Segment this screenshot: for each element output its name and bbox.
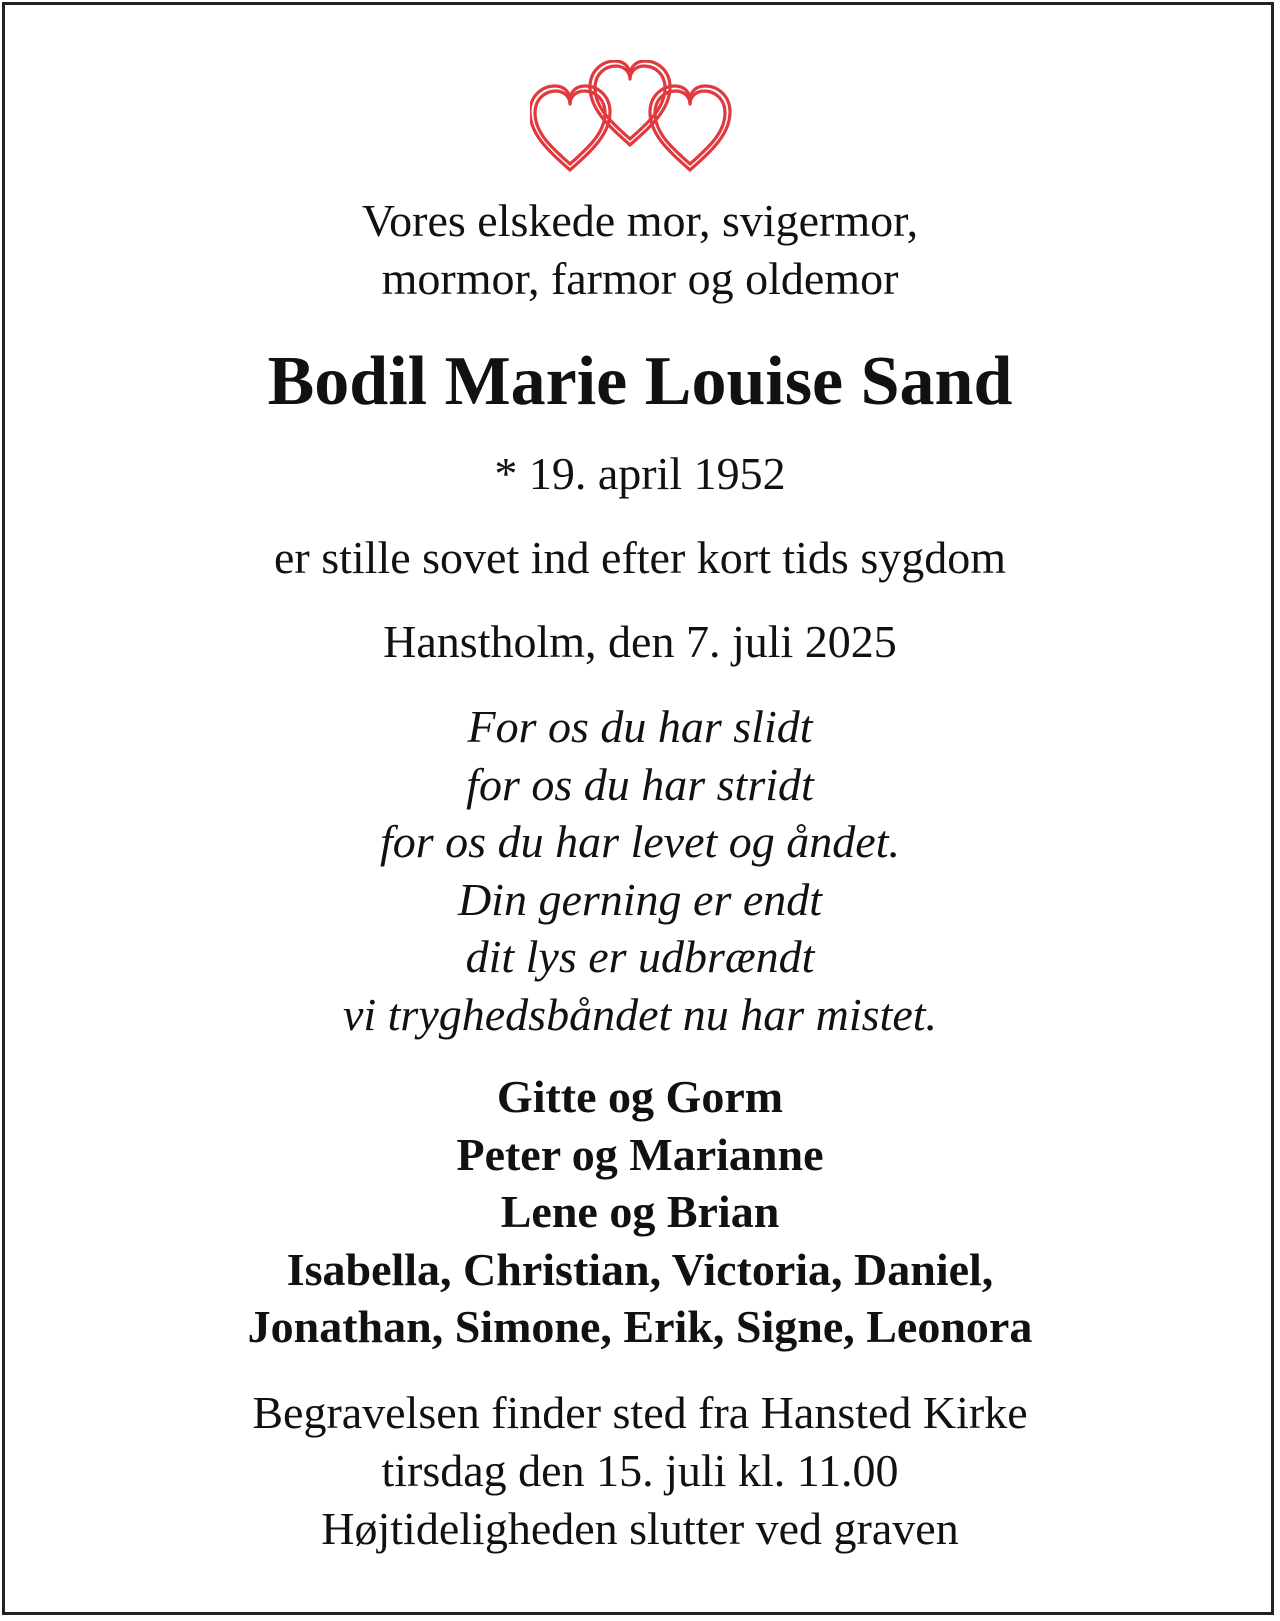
poem-line: Din gerning er endt bbox=[457, 873, 823, 925]
intro-text bbox=[0, 192, 1280, 308]
poem-line: dit lys er udbrændt bbox=[465, 931, 815, 982]
birth-date: * 19. april 1952 bbox=[494, 448, 786, 499]
family-line: Isabella, Christian, Victoria, Daniel, bbox=[286, 1243, 994, 1295]
family-line: Jonathan, Simone, Erik, Signe, Leonora bbox=[247, 1301, 1033, 1352]
funeral-line: tirsdag den 15. juli kl. 11.00 bbox=[381, 1445, 899, 1496]
place-and-date: Hanstholm, den 7. juli 2025 bbox=[383, 616, 897, 667]
family-line: Lene og Brian bbox=[500, 1186, 780, 1237]
funeral-line: Højtideligheden slutter ved graven bbox=[321, 1503, 959, 1554]
funeral-details bbox=[0, 1384, 1280, 1558]
memorial-poem bbox=[0, 698, 1280, 1043]
family-line: Gitte og Gorm bbox=[496, 1071, 784, 1122]
poem-line: For os du har slidt bbox=[467, 701, 813, 752]
funeral-line: Begravelsen finder sted fra Hansted Kirke bbox=[252, 1387, 1028, 1438]
intro-line: mormor, farmor og oldemor bbox=[381, 253, 899, 304]
hearts-icon bbox=[530, 60, 750, 175]
passing-statement: er stille sovet ind efter kort tids sygdom bbox=[273, 532, 1007, 583]
family-names bbox=[0, 1068, 1280, 1356]
poem-line: vi tryghedsbåndet nu har mistet. bbox=[342, 988, 938, 1040]
deceased-name: Bodil Marie Louise Sand bbox=[267, 343, 1013, 420]
family-line: Peter og Marianne bbox=[456, 1128, 824, 1180]
poem-line: for os du har levet og åndet. bbox=[380, 816, 900, 867]
intro-line: Vores elskede mor, svigermor, bbox=[361, 195, 919, 246]
poem-line: for os du har stridt bbox=[466, 758, 814, 810]
